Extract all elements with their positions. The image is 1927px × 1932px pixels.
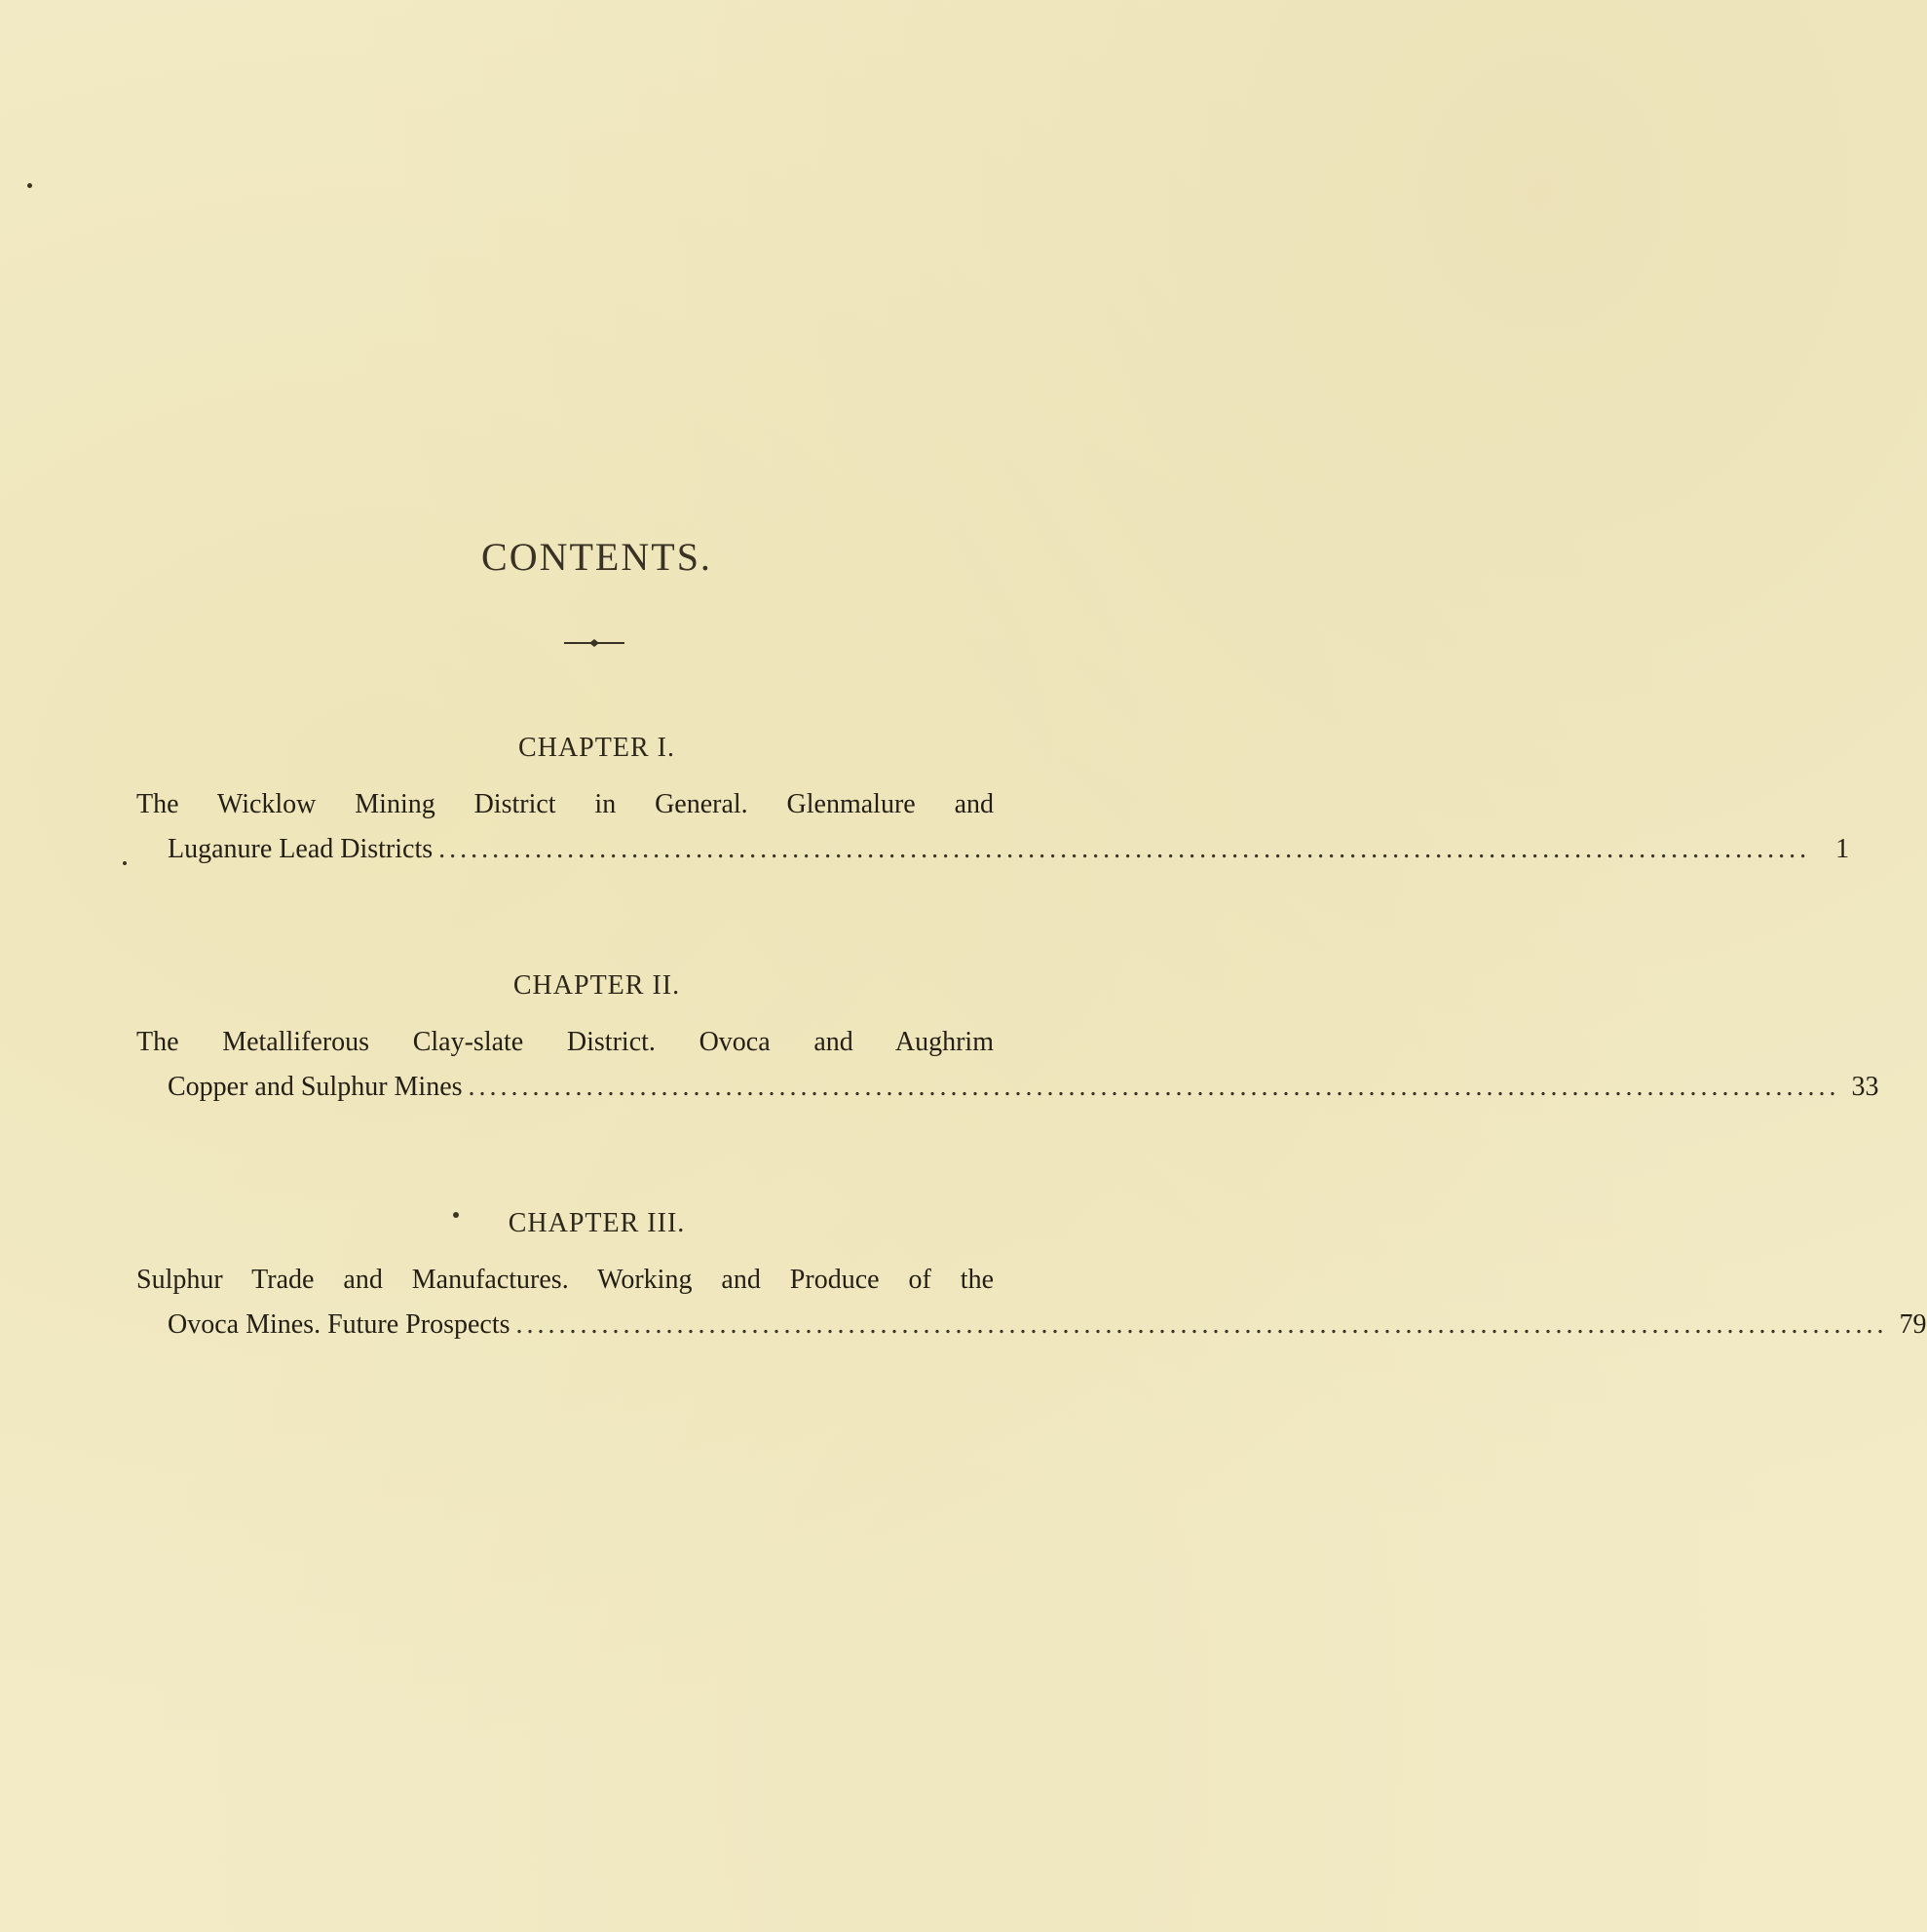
- margin-speck: [123, 861, 127, 865]
- leader-dots: ................................................................................................................................: [515, 1309, 1888, 1340]
- ornament-divider-icon: [562, 635, 626, 651]
- chapter-description: Sulphur Trade and Manufactures. Working and Produce of the: [136, 1265, 994, 1295]
- chapter-heading: CHAPTER II.: [512, 970, 681, 1001]
- chapter-description: The Metalliferous Clay-slate District. Ovoca and Aughrim: [136, 1027, 994, 1057]
- chapter-heading: CHAPTER III.: [508, 1208, 686, 1238]
- page-number: 33: [1851, 1072, 1879, 1102]
- chapter-description: The Wicklow Mining District in General. Glenmalure and: [136, 789, 994, 819]
- show-through-bleed: [136, 127, 1052, 594]
- chapter-heading: CHAPTER I.: [518, 733, 675, 763]
- toc-entry-text: Ovoca Mines. Future Prospects: [168, 1309, 510, 1340]
- page-number: 79: [1899, 1309, 1927, 1340]
- toc-entry[interactable]: [168, 1072, 1879, 1103]
- toc-entry-text: Luganure Lead Districts: [168, 834, 434, 864]
- margin-speck: [27, 183, 32, 188]
- leader-dots: ................................................................................................................................: [438, 834, 1811, 864]
- toc-entry-text: Copper and Sulphur Mines: [168, 1072, 463, 1102]
- page-number: 1: [1835, 834, 1850, 864]
- leader-dots: ................................................................................................................................: [468, 1072, 1840, 1102]
- toc-entry[interactable]: [168, 834, 1850, 865]
- page-title: CONTENTS.: [481, 535, 712, 579]
- toc-entry[interactable]: [168, 1309, 1927, 1341]
